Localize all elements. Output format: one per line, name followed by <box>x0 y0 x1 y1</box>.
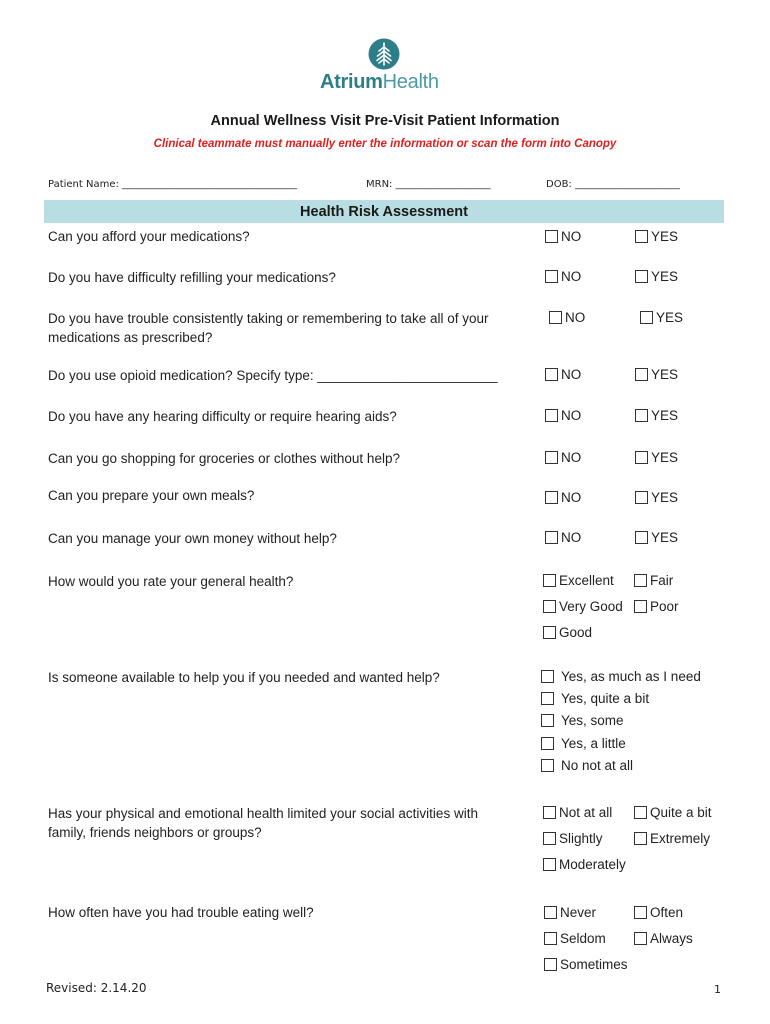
option-label: YES <box>651 367 679 382</box>
checkbox-icon[interactable] <box>634 932 647 945</box>
option-checkbox[interactable] <box>634 598 679 616</box>
option-checkbox[interactable] <box>544 956 628 974</box>
section-header: Health Risk Assessment <box>44 200 724 223</box>
option-checkbox[interactable] <box>541 735 626 753</box>
option-checkbox[interactable] <box>635 366 678 384</box>
checkbox-icon[interactable] <box>634 806 647 819</box>
option-label: NO <box>561 367 582 382</box>
option-label: NO <box>561 269 582 284</box>
atrium-health-logo <box>318 38 450 98</box>
option-checkbox[interactable] <box>634 930 693 948</box>
option-label: Yes, quite a bit <box>561 691 650 706</box>
form-title: Annual Wellness Visit Pre-Visit Patient Information <box>210 113 560 129</box>
option-checkbox[interactable] <box>544 930 606 948</box>
option-label: No not at all <box>561 758 634 773</box>
checkbox-icon[interactable] <box>545 230 558 243</box>
question-hearing-difficulty: Do you have any hearing difficulty or require hearing aids? <box>48 409 397 424</box>
dob-field[interactable]: DOB: _____________________ <box>546 179 680 190</box>
checkbox-icon[interactable] <box>545 451 558 464</box>
question-trouble-eating: How often have you had trouble eating well? <box>48 905 314 920</box>
option-checkbox[interactable] <box>545 366 581 384</box>
option-checkbox[interactable] <box>543 804 612 822</box>
checkbox-icon[interactable] <box>543 600 556 613</box>
logo-brand-light: Health <box>382 71 439 93</box>
option-label: Extremely <box>650 831 711 846</box>
checkbox-icon[interactable] <box>634 832 647 845</box>
option-checkbox[interactable] <box>545 529 581 547</box>
option-label: NO <box>561 530 582 545</box>
question-shopping-without-help: Can you go shopping for groceries or clothes without help? <box>48 451 400 466</box>
option-label: Often <box>650 905 684 920</box>
option-label: YES <box>651 229 679 244</box>
option-checkbox[interactable] <box>635 489 678 507</box>
checkbox-icon[interactable] <box>545 270 558 283</box>
patient-name-field[interactable]: Patient Name: ___________________________________ <box>48 179 298 190</box>
option-label: NO <box>561 490 582 505</box>
checkbox-icon[interactable] <box>634 574 647 587</box>
option-checkbox[interactable] <box>635 449 678 467</box>
checkbox-icon[interactable] <box>545 491 558 504</box>
option-label: Not at all <box>559 805 613 820</box>
option-checkbox[interactable] <box>634 804 712 822</box>
option-label: YES <box>651 530 679 545</box>
option-label: Sometimes <box>560 957 628 972</box>
checkbox-icon[interactable] <box>543 626 556 639</box>
option-checkbox[interactable] <box>541 712 624 730</box>
option-checkbox[interactable] <box>543 572 614 590</box>
checkbox-icon[interactable] <box>543 858 556 871</box>
checkbox-icon[interactable] <box>635 368 648 381</box>
checkbox-icon[interactable] <box>635 270 648 283</box>
option-checkbox[interactable] <box>543 598 623 616</box>
tree-leaf-logo-icon <box>368 38 400 70</box>
checkbox-icon[interactable] <box>634 600 647 613</box>
question-opioid-medication: Do you use opioid medication? Specify type: ________________________ <box>48 368 498 383</box>
option-checkbox[interactable] <box>545 407 581 425</box>
checkbox-icon[interactable] <box>544 906 557 919</box>
page-number: 1 <box>714 983 721 996</box>
checkbox-icon[interactable] <box>543 832 556 845</box>
option-label: Very Good <box>559 599 623 614</box>
checkbox-icon[interactable] <box>640 311 653 324</box>
option-checkbox[interactable] <box>634 904 683 922</box>
option-checkbox[interactable] <box>544 904 596 922</box>
question-manage-money: Can you manage your own money without help? <box>48 531 337 546</box>
option-label: Quite a bit <box>650 805 712 820</box>
question-refilling-medications: Do you have difficulty refilling your medications? <box>48 270 336 285</box>
option-label: NO <box>561 408 582 423</box>
checkbox-icon[interactable] <box>635 491 648 504</box>
form-subtitle: Clinical teammate must manually enter the information or scan the form into Canopy <box>153 138 617 150</box>
option-label: Always <box>650 931 693 946</box>
mrn-field[interactable]: MRN: ___________________ <box>366 179 491 190</box>
question-prepare-meals: Can you prepare your own meals? <box>48 488 255 503</box>
option-label: YES <box>656 310 684 325</box>
question-general-health: How would you rate your general health? <box>48 574 294 589</box>
checkbox-icon[interactable] <box>544 932 557 945</box>
logo-brand-bold: Atrium <box>320 71 383 93</box>
option-label: Excellent <box>559 573 614 588</box>
checkbox-icon[interactable] <box>545 531 558 544</box>
checkbox-icon[interactable] <box>635 531 648 544</box>
option-checkbox[interactable] <box>549 309 585 327</box>
checkbox-icon[interactable] <box>635 409 648 422</box>
option-checkbox[interactable] <box>543 624 592 642</box>
option-checkbox[interactable] <box>541 668 701 686</box>
option-label: YES <box>651 408 679 423</box>
option-checkbox[interactable] <box>545 228 581 246</box>
logo-wordmark <box>320 71 439 94</box>
checkbox-icon[interactable] <box>541 670 554 683</box>
checkbox-icon[interactable] <box>543 806 556 819</box>
checkbox-icon[interactable] <box>544 958 557 971</box>
question-afford-medications: Can you afford your medications? <box>48 229 250 244</box>
option-checkbox[interactable] <box>635 407 678 425</box>
option-checkbox[interactable] <box>541 757 633 775</box>
option-label: YES <box>651 450 679 465</box>
checkbox-icon[interactable] <box>541 737 554 750</box>
checkbox-icon[interactable] <box>545 368 558 381</box>
option-checkbox[interactable] <box>545 268 581 286</box>
option-label: Yes, some <box>561 713 624 728</box>
checkbox-icon[interactable] <box>545 409 558 422</box>
option-label: Seldom <box>560 931 606 946</box>
option-checkbox[interactable] <box>545 489 581 507</box>
question-taking-medications: Do you have trouble consistently taking or remembering to take all of your medications as prescribed? <box>48 311 489 345</box>
option-label: Never <box>560 905 597 920</box>
option-label: Moderately <box>559 857 626 872</box>
checkbox-icon[interactable] <box>541 714 554 727</box>
option-checkbox[interactable] <box>634 572 673 590</box>
option-label: Fair <box>650 573 674 588</box>
option-label: NO <box>565 310 586 325</box>
option-label: Good <box>559 625 593 640</box>
option-checkbox[interactable] <box>543 830 603 848</box>
checkbox-icon[interactable] <box>541 692 554 705</box>
option-checkbox[interactable] <box>635 228 678 246</box>
option-label: Yes, a little <box>561 736 626 751</box>
option-label: Poor <box>650 599 679 614</box>
checkbox-icon[interactable] <box>635 451 648 464</box>
option-label: NO <box>561 450 582 465</box>
option-label: NO <box>561 229 582 244</box>
question-someone-available: Is someone available to help you if you needed and wanted help? <box>48 670 440 685</box>
option-checkbox[interactable] <box>543 856 626 874</box>
checkbox-icon[interactable] <box>634 906 647 919</box>
checkbox-icon[interactable] <box>541 759 554 772</box>
revised-date: Revised: 2.14.20 <box>46 981 147 995</box>
option-label: YES <box>651 490 679 505</box>
checkbox-icon[interactable] <box>543 574 556 587</box>
option-label: Slightly <box>559 831 603 846</box>
question-social-activities: Has your physical and emotional health limited your social activities with family, friends neighbors or groups? <box>48 806 478 840</box>
option-checkbox[interactable] <box>634 830 710 848</box>
option-checkbox[interactable] <box>545 449 581 467</box>
checkbox-icon[interactable] <box>635 230 648 243</box>
option-label: Yes, as much as I need <box>561 669 701 684</box>
option-checkbox[interactable] <box>635 529 678 547</box>
option-checkbox[interactable] <box>635 268 678 286</box>
option-checkbox[interactable] <box>541 690 649 708</box>
option-checkbox[interactable] <box>640 309 683 327</box>
option-label: YES <box>651 269 679 284</box>
checkbox-icon[interactable] <box>549 311 562 324</box>
